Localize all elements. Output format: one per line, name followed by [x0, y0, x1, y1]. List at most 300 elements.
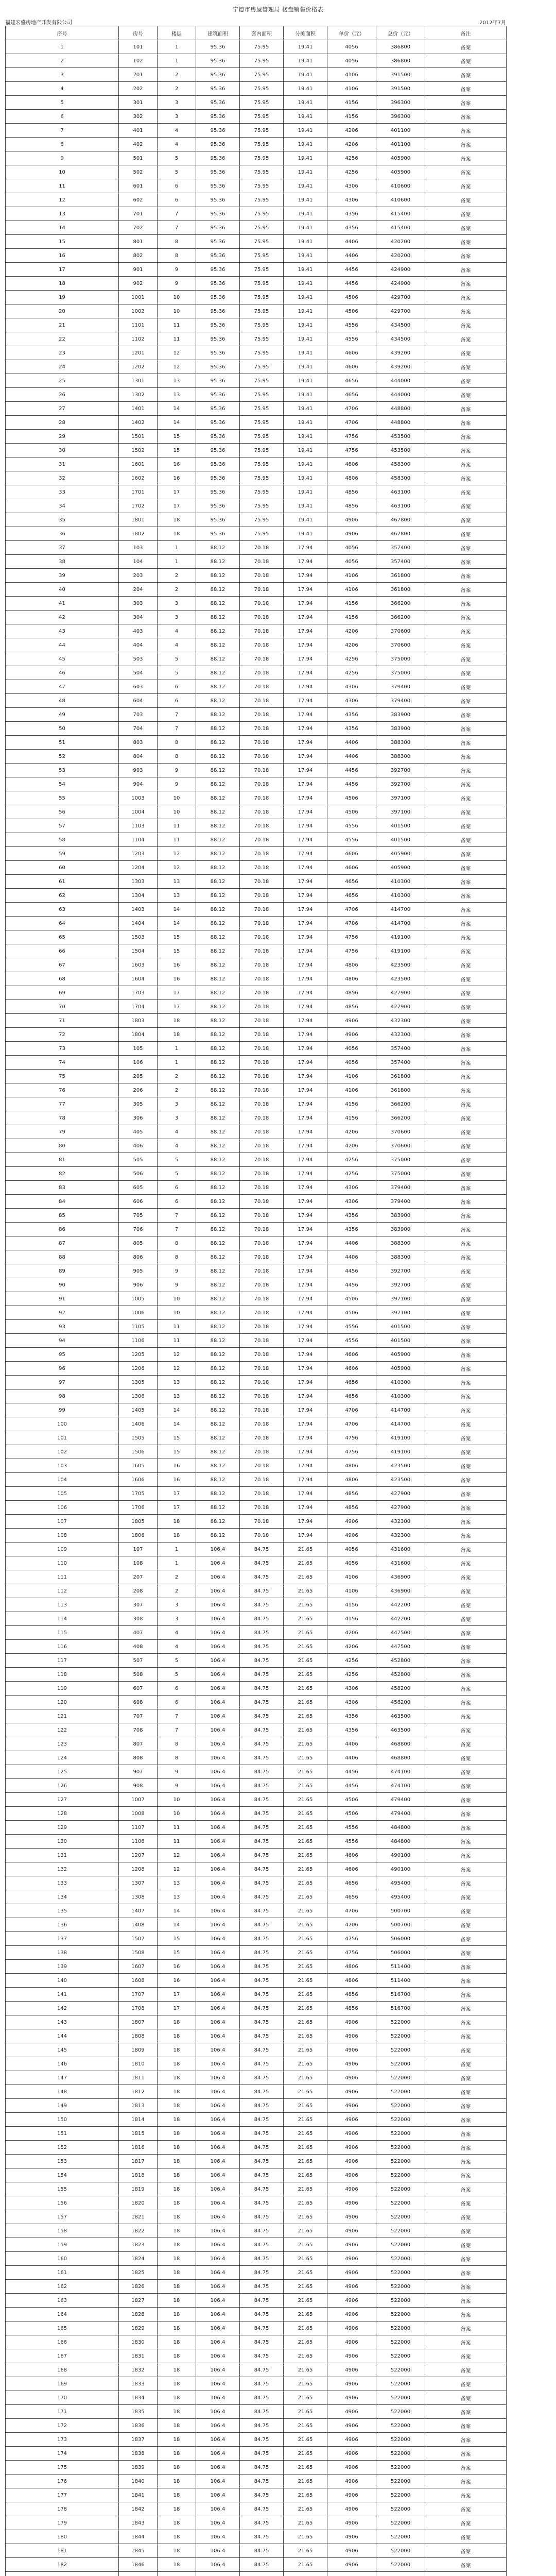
table-row: [6, 1835, 507, 1849]
table-row: [6, 694, 507, 708]
table-row: [6, 1389, 507, 1403]
table-row: [6, 1292, 507, 1306]
table-cell: 14: [158, 402, 196, 416]
table-cell: 391500: [376, 82, 425, 96]
table-cell: 70.18: [240, 805, 284, 819]
table-cell: 5: [6, 96, 119, 110]
table-cell: 106.4: [196, 2321, 240, 2335]
table-row: [6, 318, 507, 332]
table-cell: 备案: [425, 471, 507, 485]
table-row: [6, 1445, 507, 1459]
table-cell: 备案: [425, 1000, 507, 1014]
table-cell: 1704: [119, 1000, 158, 1014]
table-cell: 31: [6, 457, 119, 471]
table-cell: 18: [158, 2488, 196, 2502]
table-cell: 4206: [327, 1139, 376, 1153]
table-cell: 17.94: [284, 1195, 327, 1209]
table-cell: 备案: [425, 82, 507, 96]
table-row: [6, 833, 507, 847]
table-cell: 484800: [376, 1835, 425, 1849]
table-cell: 28: [6, 416, 119, 430]
table-cell: 4906: [327, 2099, 376, 2113]
table-cell: 4556: [327, 1334, 376, 1348]
table-cell: 备案: [425, 1765, 507, 1779]
table-cell: 16: [6, 249, 119, 263]
table-row: [6, 889, 507, 903]
table-cell: 备案: [425, 1988, 507, 2002]
table-cell: 1820: [119, 2196, 158, 2210]
table-cell: 17: [6, 263, 119, 277]
table-cell: 203: [119, 569, 158, 583]
table-cell: 503: [119, 652, 158, 666]
table-cell: 84.75: [240, 1904, 284, 1918]
table-cell: 4756: [327, 430, 376, 444]
table-cell: 401100: [376, 138, 425, 151]
table-cell: 84.75: [240, 2558, 284, 2572]
table-row: [6, 861, 507, 875]
table-cell: 4906: [327, 2224, 376, 2238]
table-cell: 88.12: [196, 1264, 240, 1278]
table-cell: 1810: [119, 2057, 158, 2071]
table-cell: 95.36: [196, 430, 240, 444]
table-cell: 4056: [327, 54, 376, 68]
table-cell: 4256: [327, 1668, 376, 1682]
table-cell: 88.12: [196, 1515, 240, 1529]
table-cell: 84.75: [240, 2502, 284, 2516]
table-cell: 备案: [425, 1654, 507, 1668]
table-row: [6, 2015, 507, 2029]
table-row: [6, 54, 507, 68]
table-cell: 43: [6, 624, 119, 638]
table-cell: 375000: [376, 1167, 425, 1181]
table-cell: 64: [6, 917, 119, 930]
table-row: [6, 513, 507, 527]
table-cell: 370600: [376, 624, 425, 638]
table-cell: 84.75: [240, 2071, 284, 2085]
table-cell: 4356: [327, 1709, 376, 1723]
table-cell: 95.36: [196, 444, 240, 457]
table-row: [6, 360, 507, 374]
table-cell: 1813: [119, 2099, 158, 2113]
table-cell: 4906: [327, 2419, 376, 2433]
table-cell: 17.94: [284, 1236, 327, 1250]
table-cell: 4406: [327, 736, 376, 750]
table-cell: 21.65: [284, 2391, 327, 2405]
table-cell: 902: [119, 277, 158, 291]
table-cell: 备案: [425, 624, 507, 638]
table-cell: 1608: [119, 1974, 158, 1988]
table-cell: 463100: [376, 485, 425, 499]
table-cell: 95.36: [196, 193, 240, 207]
table-cell: 58: [6, 833, 119, 847]
table-cell: 1830: [119, 2335, 158, 2349]
table-cell: 106.4: [196, 2043, 240, 2057]
table-cell: 1401: [119, 402, 158, 416]
table-cell: 72: [6, 1028, 119, 1042]
table-row: [6, 903, 507, 917]
table-cell: 516700: [376, 2002, 425, 2015]
table-cell: 备案: [425, 207, 507, 221]
table-cell: 23: [6, 346, 119, 360]
table-cell: 522000: [376, 2433, 425, 2447]
table-cell: 19.41: [284, 235, 327, 249]
table-cell: 17.94: [284, 1028, 327, 1042]
table-cell: 88.12: [196, 972, 240, 986]
table-cell: 75.95: [240, 457, 284, 471]
table-cell: 19.41: [284, 457, 327, 471]
table-cell: 21.65: [284, 1626, 327, 1640]
table-cell: 65: [6, 930, 119, 944]
table-cell: 1603: [119, 958, 158, 972]
table-cell: 9: [158, 277, 196, 291]
table-cell: 21.65: [284, 1654, 327, 1668]
table-cell: 备案: [425, 1445, 507, 1459]
table-cell: 1203: [119, 847, 158, 861]
table-cell: 141: [6, 1988, 119, 2002]
table-cell: 1602: [119, 471, 158, 485]
table-cell: [284, 2572, 327, 2576]
table-cell: 75.95: [240, 332, 284, 346]
table-cell: 19.41: [284, 332, 327, 346]
table-row: [6, 1111, 507, 1125]
table-row: [6, 777, 507, 791]
table-cell: 11: [158, 833, 196, 847]
table-cell: 1: [6, 40, 119, 54]
table-cell: 4806: [327, 457, 376, 471]
table-cell: 34: [6, 499, 119, 513]
table-row: [6, 430, 507, 444]
table-cell: 17.94: [284, 819, 327, 833]
table-cell: 106.4: [196, 1556, 240, 1570]
table-cell: 4: [6, 82, 119, 96]
table-cell: 备案: [425, 1125, 507, 1139]
table-cell: 15: [6, 235, 119, 249]
table-row: [6, 2238, 507, 2252]
table-cell: 88.12: [196, 1111, 240, 1125]
table-cell: 17.94: [284, 1250, 327, 1264]
table-cell: 17.94: [284, 805, 327, 819]
header-cell: 序号: [6, 26, 119, 40]
table-cell: 522000: [376, 2155, 425, 2168]
table-cell: 9: [158, 1264, 196, 1278]
table-cell: 70.18: [240, 833, 284, 847]
table-cell: 1601: [119, 457, 158, 471]
table-cell: 19.41: [284, 527, 327, 541]
table-cell: 5: [158, 666, 196, 680]
table-cell: 73: [6, 1042, 119, 1056]
table-cell: 522000: [376, 2224, 425, 2238]
table-row: [6, 374, 507, 388]
table-cell: 70.18: [240, 1181, 284, 1195]
table-cell: 备案: [425, 402, 507, 416]
table-cell: 160: [6, 2252, 119, 2266]
table-cell: 401: [119, 124, 158, 138]
table-cell: 17: [158, 499, 196, 513]
table-cell: 备案: [425, 2015, 507, 2029]
table-cell: 84.75: [240, 2085, 284, 2099]
table-cell: 100: [6, 1417, 119, 1431]
table-cell: 18: [158, 2238, 196, 2252]
table-cell: 84.75: [240, 1723, 284, 1737]
table-cell: 104: [119, 555, 158, 569]
table-cell: 备案: [425, 2475, 507, 2488]
table-cell: 706: [119, 1223, 158, 1236]
table-cell: 70.18: [240, 1125, 284, 1139]
table-cell: 121: [6, 1709, 119, 1723]
table-cell: 21.65: [284, 2321, 327, 2335]
table-cell: 106.4: [196, 2530, 240, 2544]
table-cell: 84.75: [240, 2475, 284, 2488]
table-cell: 4056: [327, 1056, 376, 1070]
table-cell: 17: [158, 485, 196, 499]
table-cell: 95.36: [196, 402, 240, 416]
table-row: [6, 402, 507, 416]
table-cell: 201: [119, 68, 158, 82]
table-cell: 1708: [119, 2002, 158, 2015]
table-cell: 84.75: [240, 2349, 284, 2363]
table-cell: 1843: [119, 2516, 158, 2530]
table-cell: 备案: [425, 1097, 507, 1111]
table-cell: 167: [6, 2349, 119, 2363]
table-row: [6, 736, 507, 750]
table-cell: 4856: [327, 2002, 376, 2015]
table-cell: 备案: [425, 374, 507, 388]
table-cell: 1206: [119, 1362, 158, 1376]
table-row: [6, 2113, 507, 2127]
table-cell: 106.4: [196, 1598, 240, 1612]
table-cell: 21.65: [284, 1709, 327, 1723]
table-cell: 507: [119, 1654, 158, 1668]
table-cell: 106.4: [196, 1737, 240, 1751]
table-cell: 备案: [425, 1974, 507, 1988]
table-cell: 18: [158, 2308, 196, 2321]
table-cell: 70.18: [240, 708, 284, 722]
table-cell: 142: [6, 2002, 119, 2015]
table-cell: 1503: [119, 930, 158, 944]
table-cell: 604: [119, 694, 158, 708]
table-cell: 106.4: [196, 1696, 240, 1709]
table-cell: 19.41: [284, 221, 327, 235]
table-row: [6, 1125, 507, 1139]
table-row: [6, 2475, 507, 2488]
table-cell: 4306: [327, 1195, 376, 1209]
table-cell: 4456: [327, 277, 376, 291]
table-cell: 75.95: [240, 124, 284, 138]
table-cell: 19.41: [284, 110, 327, 124]
table-cell: 439200: [376, 360, 425, 374]
table-cell: 1307: [119, 1876, 158, 1890]
table-cell: 414700: [376, 1417, 425, 1431]
table-row: [6, 1459, 507, 1473]
table-cell: 106.4: [196, 2071, 240, 2085]
table-cell: 备案: [425, 1014, 507, 1028]
table-cell: 备案: [425, 1403, 507, 1417]
table-cell: 70.18: [240, 1348, 284, 1362]
table-cell: 88.12: [196, 833, 240, 847]
table-row: [6, 1849, 507, 1862]
table-cell: 19: [6, 291, 119, 304]
table-row: [6, 1487, 507, 1501]
table-cell: 备案: [425, 2419, 507, 2433]
table-cell: 1403: [119, 903, 158, 917]
table-cell: 4906: [327, 2029, 376, 2043]
table-cell: 1103: [119, 819, 158, 833]
table-cell: 75.95: [240, 193, 284, 207]
table-cell: 7: [158, 1223, 196, 1236]
table-cell: 88.12: [196, 611, 240, 624]
table-row: [6, 2071, 507, 2085]
table-cell: 501: [119, 151, 158, 165]
table-cell: 106.4: [196, 1709, 240, 1723]
table-cell: 75.95: [240, 402, 284, 416]
table-cell: 4506: [327, 805, 376, 819]
table-cell: 1106: [119, 1334, 158, 1348]
table-cell: 1006: [119, 1306, 158, 1320]
table-cell: 70.18: [240, 1014, 284, 1028]
table-cell: 88.12: [196, 1320, 240, 1334]
table-cell: 17.94: [284, 1056, 327, 1070]
table-cell: 106.4: [196, 2085, 240, 2099]
table-cell: 1836: [119, 2419, 158, 2433]
table-cell: 307: [119, 1598, 158, 1612]
table-cell: 2: [158, 1070, 196, 1083]
table-cell: 452800: [376, 1668, 425, 1682]
table-cell: 361800: [376, 569, 425, 583]
table-row: [6, 680, 507, 694]
table-cell: 361800: [376, 1083, 425, 1097]
table-cell: 370600: [376, 1139, 425, 1153]
table-cell: 19.41: [284, 402, 327, 416]
table-cell: 1841: [119, 2488, 158, 2502]
table-cell: 1839: [119, 2461, 158, 2475]
table-cell: 18: [158, 2141, 196, 2155]
table-cell: 118: [6, 1668, 119, 1682]
table-cell: 522000: [376, 2168, 425, 2182]
table-cell: 202: [119, 82, 158, 96]
table-cell: 303: [119, 597, 158, 611]
table-cell: 95.36: [196, 54, 240, 68]
table-cell: 88.12: [196, 680, 240, 694]
table-cell: 106.4: [196, 2558, 240, 2572]
table-cell: 52: [6, 750, 119, 764]
table-cell: 88.12: [196, 1362, 240, 1376]
table-cell: 17.94: [284, 583, 327, 597]
table-cell: 102: [119, 54, 158, 68]
table-cell: 备案: [425, 1723, 507, 1737]
table-cell: 397100: [376, 805, 425, 819]
table-cell: 75.95: [240, 138, 284, 151]
table-cell: 11: [158, 1835, 196, 1849]
table-cell: 81: [6, 1153, 119, 1167]
table-cell: 88.12: [196, 944, 240, 958]
table-cell: 4656: [327, 1376, 376, 1389]
table-cell: 16: [158, 471, 196, 485]
table-cell: 21.65: [284, 1612, 327, 1626]
table-row: [6, 2391, 507, 2405]
table-cell: 3: [158, 597, 196, 611]
table-cell: 506000: [376, 1932, 425, 1946]
table-cell: 1407: [119, 1904, 158, 1918]
table-cell: 4256: [327, 652, 376, 666]
table-row: [6, 1862, 507, 1876]
table-cell: 805: [119, 1236, 158, 1250]
table-cell: 备案: [425, 2405, 507, 2419]
table-cell: 1801: [119, 513, 158, 527]
table-cell: 164: [6, 2308, 119, 2321]
table-cell: 95.36: [196, 138, 240, 151]
table-cell: 备案: [425, 1779, 507, 1793]
table-cell: 447500: [376, 1640, 425, 1654]
table-cell: 70.18: [240, 1417, 284, 1431]
table-row: [6, 1376, 507, 1389]
table-cell: 4156: [327, 1598, 376, 1612]
table-cell: 70.18: [240, 861, 284, 875]
table-cell: 19.41: [284, 96, 327, 110]
table-cell: 88.12: [196, 1334, 240, 1348]
table-cell: 9: [158, 764, 196, 777]
table-cell: 88.12: [196, 1056, 240, 1070]
table-cell: 703: [119, 708, 158, 722]
table-cell: 6: [158, 680, 196, 694]
table-cell: 447500: [376, 1626, 425, 1640]
table-cell: 4856: [327, 499, 376, 513]
table-cell: 1005: [119, 1292, 158, 1306]
table-cell: 84.75: [240, 1793, 284, 1807]
table-cell: 备案: [425, 2266, 507, 2280]
table-cell: 106.4: [196, 1988, 240, 2002]
table-cell: 4: [158, 624, 196, 638]
table-cell: 4: [158, 124, 196, 138]
table-cell: 506: [119, 1167, 158, 1181]
table-cell: 84.75: [240, 1543, 284, 1556]
table-cell: 4906: [327, 2321, 376, 2335]
table-cell: 18: [158, 2475, 196, 2488]
table-cell: 4706: [327, 416, 376, 430]
table-cell: 备案: [425, 750, 507, 764]
table-cell: 1828: [119, 2308, 158, 2321]
table-cell: 17.94: [284, 1403, 327, 1417]
table-cell: 4406: [327, 1250, 376, 1264]
table-cell: 18: [158, 2168, 196, 2182]
table-cell: 1812: [119, 2085, 158, 2099]
table-cell: 379400: [376, 1195, 425, 1209]
table-cell: 6: [6, 110, 119, 124]
table-cell: 19.41: [284, 193, 327, 207]
table-cell: 84.75: [240, 2196, 284, 2210]
table-cell: 88.12: [196, 1417, 240, 1431]
table-cell: 70.18: [240, 1250, 284, 1264]
table-cell: 2: [6, 54, 119, 68]
table-cell: 19.41: [284, 499, 327, 513]
table-cell: 60: [6, 861, 119, 875]
table-cell: 19.41: [284, 304, 327, 318]
table-cell: 21.65: [284, 1737, 327, 1751]
table-cell: 4406: [327, 750, 376, 764]
table-row: [6, 1946, 507, 1960]
table-row: [6, 2502, 507, 2516]
table-cell: 1814: [119, 2113, 158, 2127]
table-row: [6, 2530, 507, 2544]
table-cell: 4906: [327, 2461, 376, 2475]
table-cell: 130: [6, 1835, 119, 1849]
table-cell: 70.18: [240, 1070, 284, 1083]
table-cell: 204: [119, 583, 158, 597]
table-row: [6, 1668, 507, 1682]
table-cell: 4906: [327, 2238, 376, 2252]
table-cell: 458200: [376, 1696, 425, 1709]
table-cell: 106.4: [196, 1779, 240, 1793]
table-row: [6, 583, 507, 597]
